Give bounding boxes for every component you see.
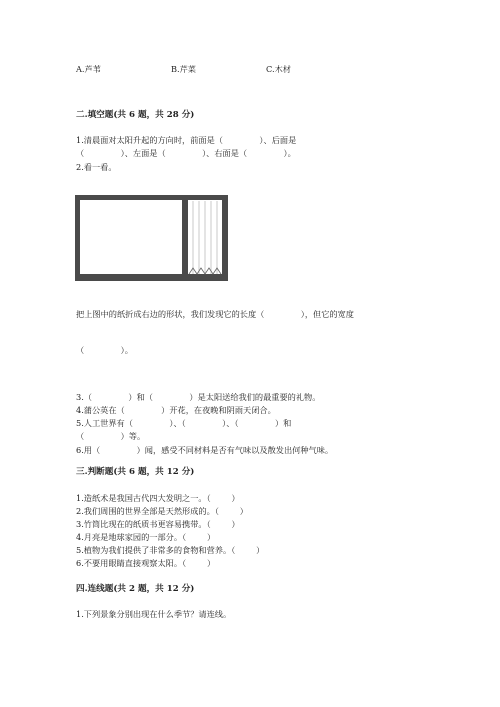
fill-q2-label: 2.看一看。	[76, 162, 117, 172]
fill-q5-line1: 5.人工世界有（ ）、（ ）、（ ）和	[76, 418, 292, 428]
judge-item: 5.植物为我们提供了非常多的食物和营养。（ ）	[76, 545, 265, 555]
option-c: C.木材	[266, 64, 291, 74]
section2-heading: 二.填空题(共 6 题，共 28 分)	[76, 110, 195, 120]
judge-item: 1.造纸术是我国古代四大发明之一。（ ）	[76, 493, 240, 503]
judge-item: 3.竹筒比现在的纸质书更容易携带。（ ）	[76, 519, 240, 529]
fill-q4: 4.蒲公英在（ ）开花，在夜晚和阴雨天闭合。	[76, 405, 276, 415]
paper-folding-figure	[75, 195, 228, 281]
fill-q1-line1: 1.清晨面对太阳升起的方向时，前面是（ ）、后面是	[76, 135, 297, 145]
judge-item: 4.月亮是地球家园的一部分。（ ）	[76, 532, 216, 542]
fill-q3: 3.（ ）和（ ）是太阳送给我们的最重要的礼物。	[76, 392, 321, 402]
fill-q2-text2: （ ）。	[76, 345, 133, 355]
fill-q6: 6.用（ ）闻，感受不同材料是否有气味以及散发出何种气味。	[76, 445, 334, 455]
fill-q5-line2: （ ）等。	[76, 431, 146, 441]
fill-q1-line2: （ ）、左面是（ ）、右面是（ ）。	[76, 148, 296, 158]
option-b: B.芹菜	[171, 64, 196, 74]
judge-item: 6.不要用眼睛直接观察太阳。（ ）	[76, 558, 216, 568]
option-a: A.芦苇	[76, 64, 101, 74]
judge-item: 2.我们周围的世界全部是天然形成的。（ ）	[76, 506, 248, 516]
section3-heading: 三.判断题(共 6 题，共 12 分)	[76, 467, 195, 477]
match-q1: 1.下列景象分别出现在什么季节？请连线。	[76, 609, 232, 619]
section4-heading: 四.连线题(共 2 题，共 12 分)	[76, 584, 195, 594]
fold-lines-icon	[75, 195, 228, 281]
fill-q2-text1: 把上图中的纸折成右边的形状，我们发现它的长度（ ），但它的宽度	[76, 309, 354, 319]
